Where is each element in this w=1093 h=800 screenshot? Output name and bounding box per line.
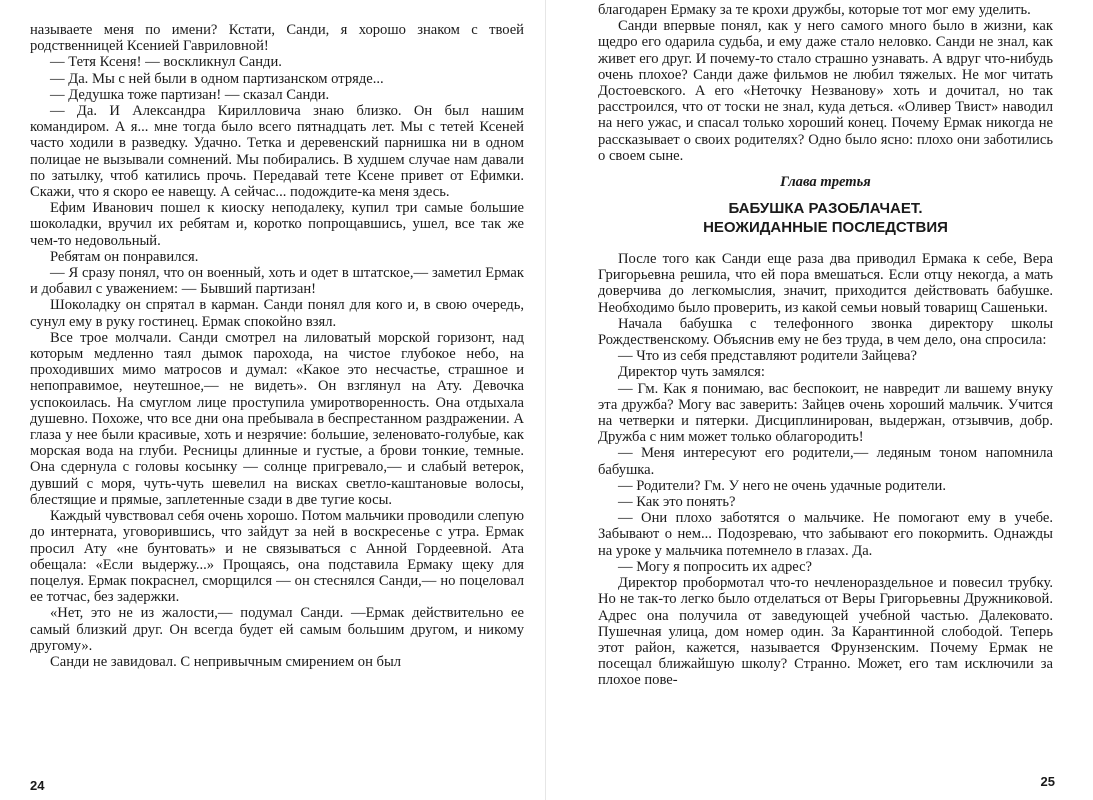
paragraph: Директор пробормотал что-то нечленораздельное и повесил трубку. Но не так-то легко было отделаться от Веры Григорьевны Дружниковой. Адрес она получила от заведующей учебной частью. Далековато. Пушечная улица, дом номер один. За Карантинной слободой. Теперь этот район, кажется, называется Фрунзенским. Почему Ермак не посещал ближайшую школу? Странно. Может, его там исключили за плохое пове- bbox=[598, 575, 1053, 689]
chapter-label: Глава третья bbox=[780, 174, 871, 191]
chapter-title-line: БАБУШКА РАЗОБЛАЧАЕТ. bbox=[728, 200, 923, 218]
paragraph: — Они плохо заботятся о мальчике. Не помогают ему в учебе. Забывают о нем... Подозреваю, что забывают его покормить. Однажды на уроке у мальчика потемнело в глазах. Да. bbox=[598, 510, 1053, 559]
paragraph: называете меня по имени? Кстати, Санди, я хорошо знаком с твоей родственницей Ксенией Гавриловной! bbox=[30, 22, 524, 55]
paragraph: Начала бабушка с телефонного звонка директору школы Рождественскому. Объяснив ему не без труда, в чем дело, она спросила: bbox=[598, 315, 1053, 349]
paragraph: Ефим Иванович пошел к киоску неподалеку, купил три самые большие шоколадки, вручил их ребятам и, коротко попрощавшись, ушел, все так же чем-то недовольный. bbox=[30, 200, 524, 249]
paragraph: — Меня интересуют его родители,— ледяным тоном напомнила бабушка. bbox=[598, 445, 1053, 478]
paragraph: — Да. И Александра Кирилловича знаю близко. Он был нашим командиром. А я... мне тогда было всего пятнадцать лет. Мы с тетей Ксеней часто ходили в разведку. Удачно. Тетка и деревенский парнишка ни в одном полицае не вызывали сомнений. Мы побирались. В худшем случае нам давали по затылку, чтоб катились прочь. Передавай тете Ксене привет от Ефимки. Скажи, что я скоро ее навещу. А сейчас... подождите-ка меня здесь. bbox=[30, 103, 524, 201]
paragraph: Шоколадку он спрятал в карман. Санди понял для кого и, в свою очередь, сунул ему в руку гостинец. Ермак спокойно взял. bbox=[30, 297, 524, 330]
paragraph: — Родители? Гм. У него не очень удачные родители. bbox=[618, 477, 946, 494]
paragraph: — Дедушка тоже партизан! — сказал Санди. bbox=[50, 86, 330, 103]
paragraph: — Гм. Как я понимаю, вас беспокоит, не навредит ли вашему внуку эта дружба? Могу вас заверить: Зайцев очень хороший мальчик. Учится на четверки и пятерки. Дисциплинирован, выдержан, отзывчив, добр. Дружба с ним может только облагородить! bbox=[598, 380, 1053, 446]
right-page bbox=[546, 0, 1093, 800]
paragraph: «Нет, это не из жалости,— подумал Санди. —Ермак действительно ее самый близкий друг. Он всегда будет ей самым большим другом, и никому другому». bbox=[30, 605, 524, 654]
paragraph: — Тетя Ксеня! — воскликнул Санди. bbox=[50, 54, 282, 71]
paragraph: — Как это понять? bbox=[618, 494, 736, 511]
left-page-text bbox=[30, 22, 524, 670]
paragraph: Каждый чувствовал себя очень хорошо. Потом мальчики проводили слепую до интерната, уговорившись, что зайдут за ней в воскресенье с утра. Ермак просил Ату «не бунтовать» и не связываться с Анной Гордеевной. Ата обещала: «Если выдержу...» Прощаясь, она подставила Ермаку щеку для поцелуя. Ермак покраснел, сморщился — он стеснялся Санди,— но поцеловал ее тотчас, без задержки. bbox=[30, 508, 524, 606]
right-page-text bbox=[598, 2, 1053, 164]
paragraph: благодарен Ермаку за те крохи дружбы, которые тот мог ему уделить. bbox=[598, 2, 1031, 18]
paragraph: Директор чуть замялся: bbox=[618, 364, 765, 381]
paragraph: Санди впервые понял, как у него самого много было в жизни, как щедро его одарила судьба, и ему даже стало неловко. Санди не знал, как живет его друг. И почему-то стало страшно узнавать. А вдруг что-нибудь очень плохое? Санди даже фильмов не любил тяжелых. Не мог читать Достоевского. А его «Неточку Незванову» хоть и дочитал, но так расстроился, что от тоски не знал, куда деться. «Оливер Твист» наводил на него ужас, и спасал только хороший конец. Почему Ермак никогда не рассказывает о своих родителях? Одно было ясно: плохо они заботились о своем сыне. bbox=[598, 18, 1053, 164]
paragraph: — Могу я попросить их адрес? bbox=[618, 558, 813, 575]
paragraph: Санди не завидовал. С непривычным смирением он был bbox=[50, 653, 402, 670]
paragraph: — Я сразу понял, что он военный, хоть и одет в штатское,— заметил Ермак и добавил с уважением: — Бывший партизан! bbox=[30, 265, 524, 298]
paragraph: — Да. Мы с ней были в одном партизанском отряде... bbox=[50, 70, 384, 87]
paragraph: — Что из себя представляют родители Зайцева? bbox=[618, 348, 917, 365]
left-page bbox=[0, 0, 546, 800]
right-page-text-after bbox=[598, 251, 1053, 688]
paragraph: Все трое молчали. Санди смотрел на лиловатый морской горизонт, над которым медленно таял дымок парохода, на чистое глубокое небо, на проходивших мимо матросов и думал: «Какое это несчастье, страшное и непоправимое, неутешное,— не видеть». Он взглянул на Ату. Девочка успокоилась. На смуглом лице проступила умиротворенность. Она отдыхала душевно. Похоже, что все дни она пребывала в беспрестанном раздражении. А глаза у нее были красивые, хоть и незрячие: большие, зеленовато-голубые, как морская вода на глуби. Ресницы длинные и густые, а брови тонкие, темные. Она сдернула с головы косынку — солнце пригревало,— и слабый ветерок, дувший с моря, чуть-чуть шевелил на висках светло-каштановые волосы, блестящие и прямые, заплетенные сзади в две тугие косы. bbox=[30, 329, 524, 508]
page-number-left: 24 bbox=[30, 778, 45, 793]
paragraph: Ребятам он понравился. bbox=[50, 248, 199, 265]
chapter-title-line: НЕОЖИДАННЫЕ ПОСЛЕДСТВИЯ bbox=[703, 219, 948, 237]
paragraph: После того как Санди еще раза два приводил Ермака к себе, Вера Григорьевна решила, что ей пора вмешаться. Если отцу некогда, а мать доверчива до легкомыслия, значит, приходится действовать бабушке. Необходимо было проверить, из какой семьи новый товарищ Сашеньки. bbox=[598, 251, 1053, 316]
chapter-title bbox=[598, 199, 1053, 237]
page-number-right: 25 bbox=[1040, 774, 1055, 789]
